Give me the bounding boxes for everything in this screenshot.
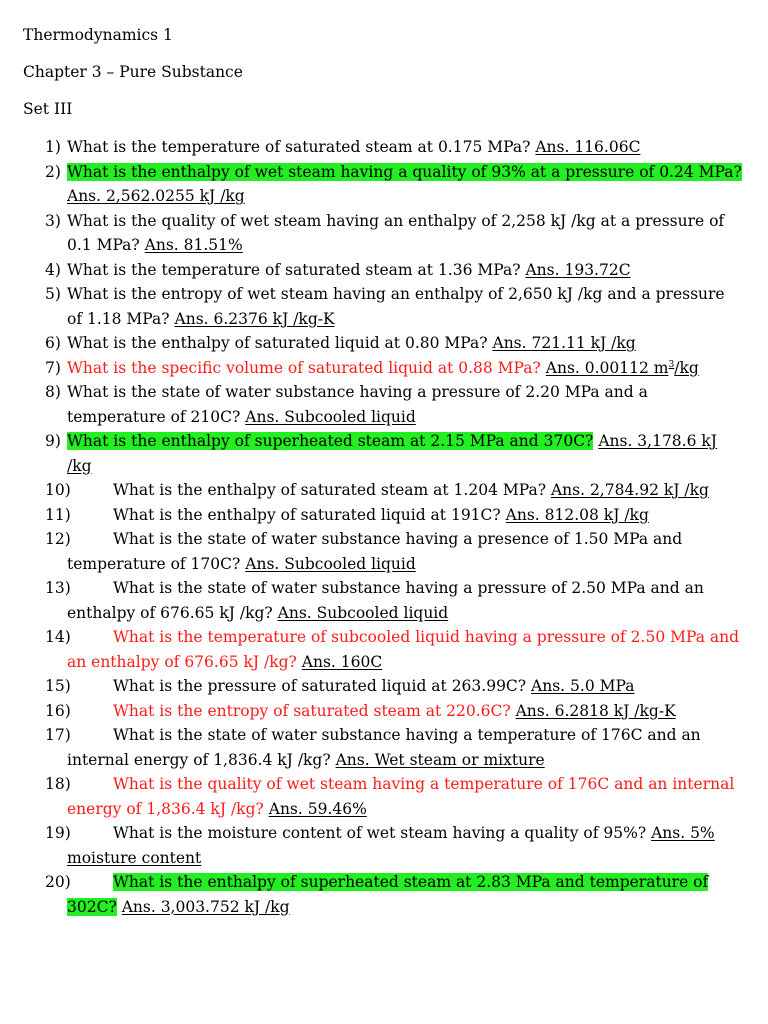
- answer-text: Ans. 160C: [301, 652, 383, 671]
- question-item: [0, 699, 768, 724]
- question-item: [0, 160, 768, 209]
- question-item: [0, 429, 768, 478]
- question-number: 16): [45, 701, 71, 720]
- answer-text: Ans. Subcooled liquid: [245, 554, 416, 573]
- question-list: [0, 135, 768, 919]
- question-number: 1): [45, 138, 61, 156]
- answer-text: Ans. 81.51%: [144, 236, 243, 254]
- question-number: 7): [45, 358, 61, 377]
- answer-text: Ans. 5.0 MPa: [531, 677, 635, 695]
- question-item: [0, 135, 768, 160]
- question-text: What is the state of water substance having a pressure of 2.20 MPa and a temperature of 210C?: [67, 383, 648, 426]
- answer-text: Ans. 6.2818 kJ /kg-K: [515, 701, 676, 720]
- question-item: [0, 258, 768, 283]
- question-number: 5): [45, 285, 61, 303]
- question-text: What is the enthalpy of saturated steam at 1.204 MPa?: [113, 481, 547, 499]
- question-text: What is the quality of wet steam having a temperature of 176C and an internal energy of 1,836.4 kJ /kg?: [67, 775, 735, 818]
- question-number: 18): [45, 775, 71, 793]
- question-item: [0, 380, 768, 429]
- question-number: 20): [45, 873, 71, 891]
- question-item: [0, 576, 768, 625]
- question-text: What is the enthalpy of superheated steam at 2.15 MPa and 370C?: [67, 432, 594, 450]
- question-item: [0, 870, 768, 919]
- answer-text: Ans. 116.06C: [535, 138, 641, 156]
- question-text: What is the enthalpy of saturated liquid at 0.80 MPa?: [67, 334, 488, 352]
- answer-text: Ans. Wet steam or mixture: [335, 750, 545, 769]
- question-number: 8): [45, 383, 61, 401]
- answer-text: Ans. 2,562.0255 kJ /kg: [67, 187, 245, 205]
- question-number: 4): [45, 260, 61, 279]
- question-item: [0, 527, 768, 576]
- question-text: What is the enthalpy of superheated steam at 2.83 MPa and temperature of 302C?: [67, 873, 709, 916]
- question-number: 9): [45, 432, 61, 450]
- question-item: [0, 478, 768, 503]
- question-number: 6): [45, 334, 61, 352]
- question-item: [0, 209, 768, 258]
- question-item: [0, 821, 768, 870]
- answer-text: Ans. Subcooled liquid: [245, 407, 416, 426]
- answer-text: Ans. 6.2376 kJ /kg-K: [174, 309, 335, 328]
- answer-text: Ans. 721.11 kJ /kg: [492, 334, 636, 352]
- question-text: What is the temperature of subcooled liquid having a pressure of 2.50 MPa and an enthalpy of 676.65 kJ /kg?: [67, 628, 740, 671]
- set-title: Set III: [23, 100, 73, 118]
- question-number: 13): [45, 579, 71, 597]
- question-text: What is the state of water substance having a temperature of 176C and an internal energy of 1,836.4 kJ /kg?: [67, 726, 701, 769]
- question-number: 19): [45, 824, 71, 842]
- question-number: 3): [45, 211, 61, 230]
- answer-text: Ans. 2,784.92 kJ /kg: [550, 481, 709, 499]
- answer-superscript: 3: [668, 359, 675, 370]
- question-number: 10): [45, 481, 71, 499]
- question-text: What is the pressure of saturated liquid at 263.99C?: [113, 677, 527, 695]
- question-item: [0, 772, 768, 821]
- answer-text: Ans. 3,178.6 kJ /kg: [67, 432, 717, 475]
- course-title: Thermodynamics 1: [23, 26, 173, 44]
- question-item: [0, 503, 768, 528]
- answer-unit: /kg: [674, 358, 699, 377]
- answer-text: Ans. Subcooled liquid: [277, 603, 449, 622]
- question-number: 11): [45, 505, 71, 524]
- question-number: 2): [45, 162, 61, 181]
- answer-text: Ans. 59.46%: [268, 799, 367, 818]
- question-text: What is the entropy of wet steam having an enthalpy of 2,650 kJ /kg and a pressure of 1.18 MPa?: [67, 285, 725, 328]
- question-item: [0, 625, 768, 674]
- question-text: What is the state of water substance having a pressure of 2.50 MPa and an enthalpy of 676.65 kJ /kg?: [67, 579, 704, 622]
- question-text: What is the temperature of saturated steam at 0.175 MPa?: [67, 138, 531, 156]
- question-text: What is the enthalpy of wet steam having a quality of 93% at a pressure of 0.24 MPa?: [67, 162, 742, 181]
- answer-text: Ans. 812.08 kJ /kg: [505, 505, 649, 524]
- question-number: 14): [45, 628, 71, 646]
- answer-text: Ans. 3,003.752 kJ /kg: [121, 897, 290, 916]
- answer-text: Ans. 0.00112 m: [545, 358, 669, 377]
- question-item: [0, 282, 768, 331]
- question-text: What is the quality of wet steam having an enthalpy of 2,258 kJ /kg at a pressure of 0.1 MPa?: [67, 211, 725, 254]
- question-item: [0, 331, 768, 356]
- question-text: What is the specific volume of saturated liquid at 0.88 MPa?: [67, 358, 541, 377]
- question-number: 17): [45, 726, 71, 744]
- question-text: What is the temperature of saturated steam at 1.36 MPa?: [67, 260, 521, 279]
- question-number: 12): [45, 530, 71, 548]
- question-item: [0, 723, 768, 772]
- question-item: [0, 356, 768, 381]
- question-number: 15): [45, 677, 71, 695]
- chapter-title: Chapter 3 – Pure Substance: [23, 63, 243, 81]
- question-item: [0, 674, 768, 699]
- question-text: What is the state of water substance having a presence of 1.50 MPa and temperature of 170C?: [67, 530, 683, 573]
- answer-text: Ans. 193.72C: [525, 260, 631, 279]
- question-text: What is the enthalpy of saturated liquid at 191C?: [113, 505, 501, 524]
- question-text: What is the moisture content of wet steam having a quality of 95%?: [113, 824, 647, 842]
- question-text: What is the entropy of saturated steam at 220.6C?: [113, 701, 511, 720]
- answer-text: Ans. 5% moisture content: [67, 824, 715, 867]
